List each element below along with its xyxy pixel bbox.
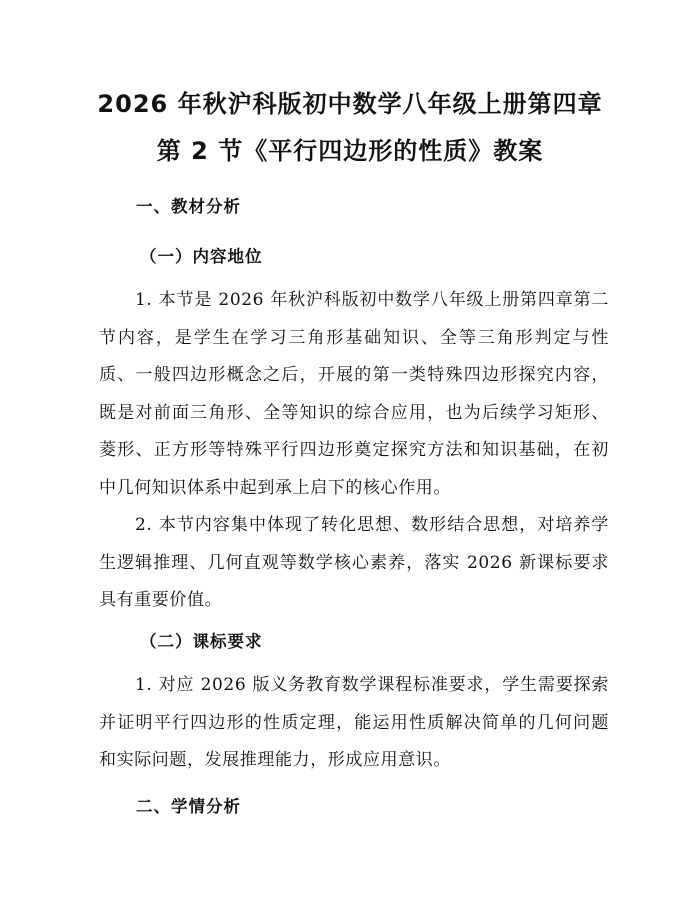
paragraph-content-position-2: 2. 本节内容集中体现了转化思想、数形结合思想，对培养学生逻辑推理、几何直观等数学核心素养，落实 2026 新课标要求具有重要价值。 [99,515,609,610]
subsection-heading-content-position: （一）内容地位 [140,247,263,266]
document-title-line-2: 第 2 节《平行四边形的性质》教案 [156,137,544,165]
section-heading-textbook-analysis: 一、教材分析 [136,197,241,216]
section-heading-learner-analysis: 二、学情分析 [136,797,241,816]
document-title-line-1: 2026 年秋沪科版初中数学八年级上册第四章 [97,90,603,118]
paragraph-content-position-1: 1. 本节是 2026 年秋沪科版初中数学八年级上册第四章第二节内容，是学生在学习三角形基础知识、全等三角形判定与性质、一般四边形概念之后，开展的第一类特殊四边形探究内容，既是对前面三角形、全等知识的综合应用，也为后续学习矩形、菱形、正方形等特殊平行四边形奠定探究方法和知识基础，在初中几何知识体系中起到承上启下的核心作用。 [99,290,609,498]
paragraph-curriculum-requirements-1: 1. 对应 2026 版义务教育数学课程标准要求，学生需要探索并证明平行四边形的性质定理，能运用性质解决简单的几何问题和实际问题，发展推理能力，形成应用意识。 [99,675,609,770]
subsection-heading-curriculum-requirements: （二）课标要求 [140,632,263,651]
